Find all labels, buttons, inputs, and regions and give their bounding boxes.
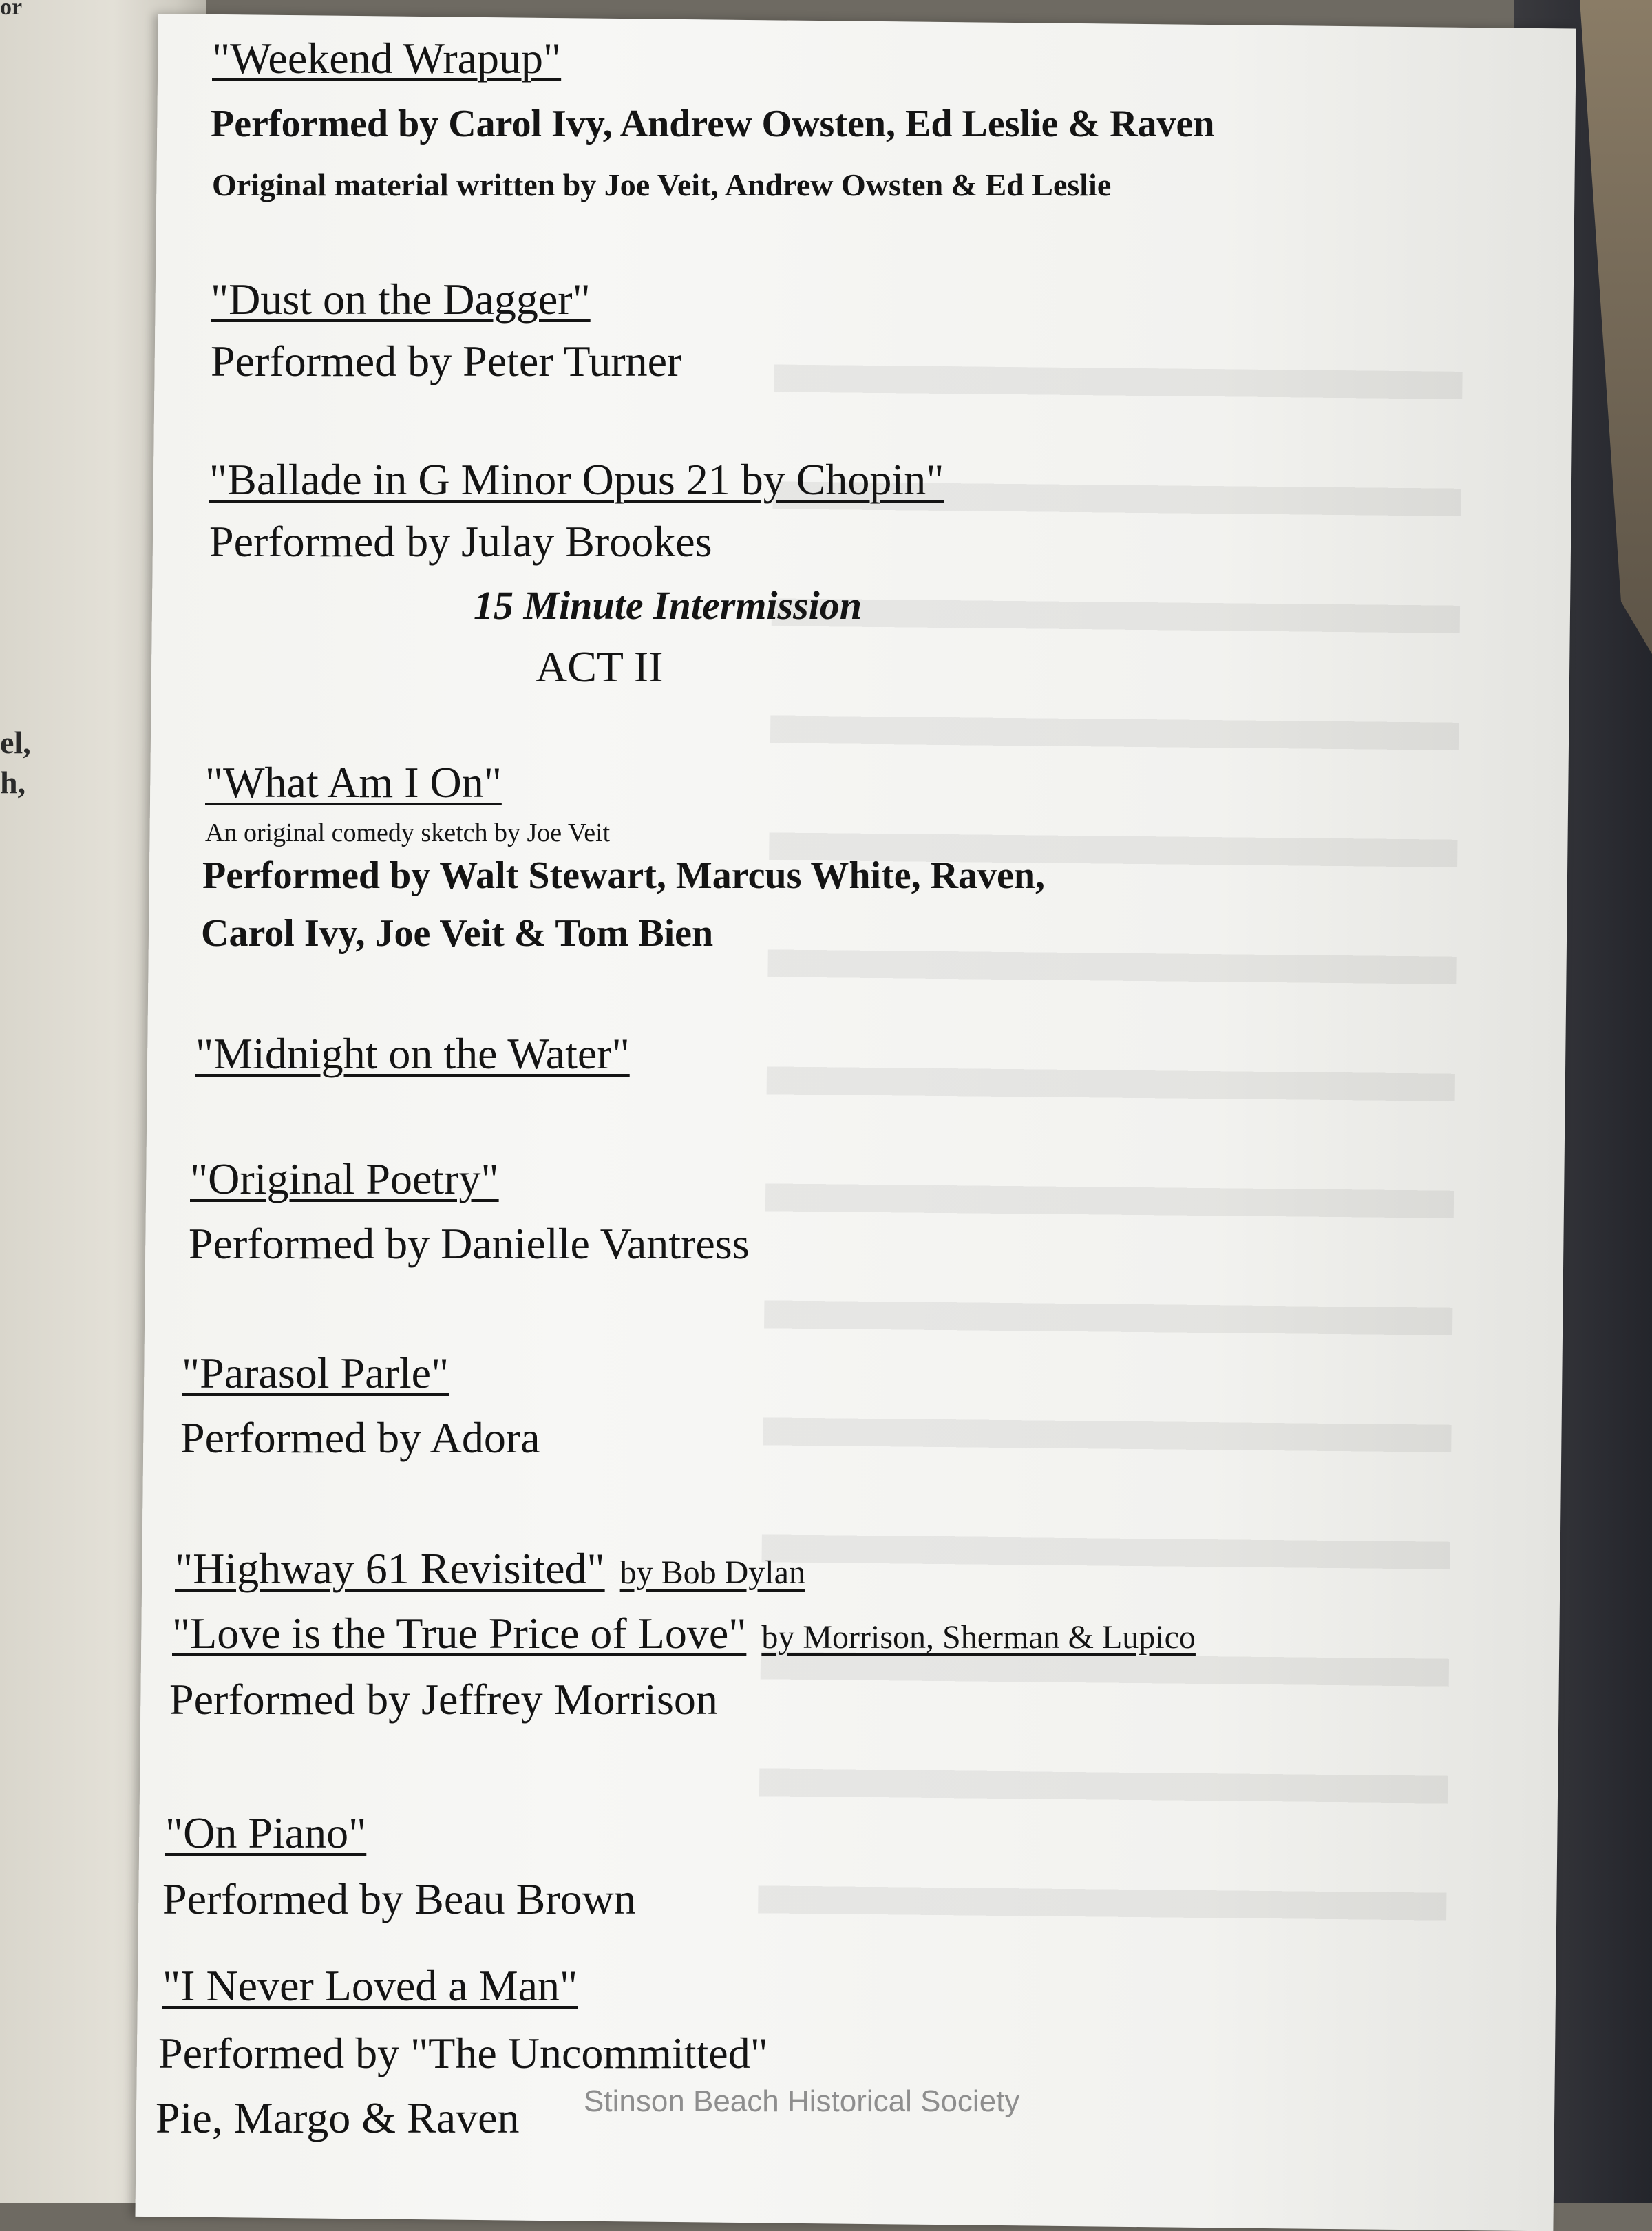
program-item-performers: Performed by Peter Turner	[211, 337, 682, 385]
margin-fragment: or	[0, 0, 23, 20]
margin-fragment: h,	[0, 765, 26, 800]
program-item-performers: Carol Ivy, Joe Veit & Tom Bien	[201, 912, 714, 955]
song-title: "Highway 61 Revisited"	[175, 1544, 605, 1593]
program-item-performers: Performed by Walt Stewart, Marcus White, Raven,	[202, 854, 1046, 897]
margin-fragment: el,	[0, 725, 31, 760]
program-item-title: "I Never Loved a Man"	[162, 1961, 578, 2010]
act-heading: ACT II	[536, 642, 664, 691]
program-item-performers: Performed by Adora	[180, 1413, 540, 1462]
program-item-performers: Performed by "The Uncommitted"	[158, 2029, 768, 2077]
program-item-title: "Dust on the Dagger"	[211, 275, 591, 324]
program-item-title: "Midnight on the Water"	[195, 1029, 630, 1078]
program-item-performers: Performed by Beau Brown	[162, 1874, 636, 1923]
program-item-title: "Original Poetry"	[190, 1154, 499, 1203]
program-item-performers: Performed by Jeffrey Morrison	[169, 1675, 718, 1724]
program-item-performers: Pie, Margo & Raven	[156, 2093, 520, 2142]
song-title: "Love is the True Price of Love"	[172, 1609, 747, 1658]
program-item-performers: Performed by Julay Brookes	[209, 517, 712, 566]
program-item-title: "Ballade in G Minor Opus 21 by Chopin"	[209, 455, 944, 504]
song-credit: by Bob Dylan	[620, 1554, 805, 1591]
program-item-note: Original material written by Joe Veit, Andrew Owsten & Ed Leslie	[212, 167, 1112, 202]
program-item-title: "Weekend Wrapup"	[212, 34, 562, 83]
program-item-title: "On Piano"	[165, 1808, 367, 1857]
program-item-performers: Performed by Carol Ivy, Andrew Owsten, Ed Leslie & Raven	[211, 103, 1215, 145]
program-item-performers: Performed by Danielle Vantress	[189, 1219, 750, 1268]
program-item-title: "Parasol Parle"	[182, 1349, 449, 1397]
program-item-note: An original comedy sketch by Joe Veit	[205, 818, 611, 847]
program-item-title: "What Am I On"	[205, 758, 502, 807]
program-item-title	[175, 1543, 805, 1594]
watermark: Stinson Beach Historical Society	[584, 2084, 1020, 2118]
song-credit: by Morrison, Sherman & Lupico	[761, 1619, 1196, 1656]
intermission-label: 15 Minute Intermission	[474, 583, 862, 628]
program-item-title	[172, 1608, 1196, 1659]
